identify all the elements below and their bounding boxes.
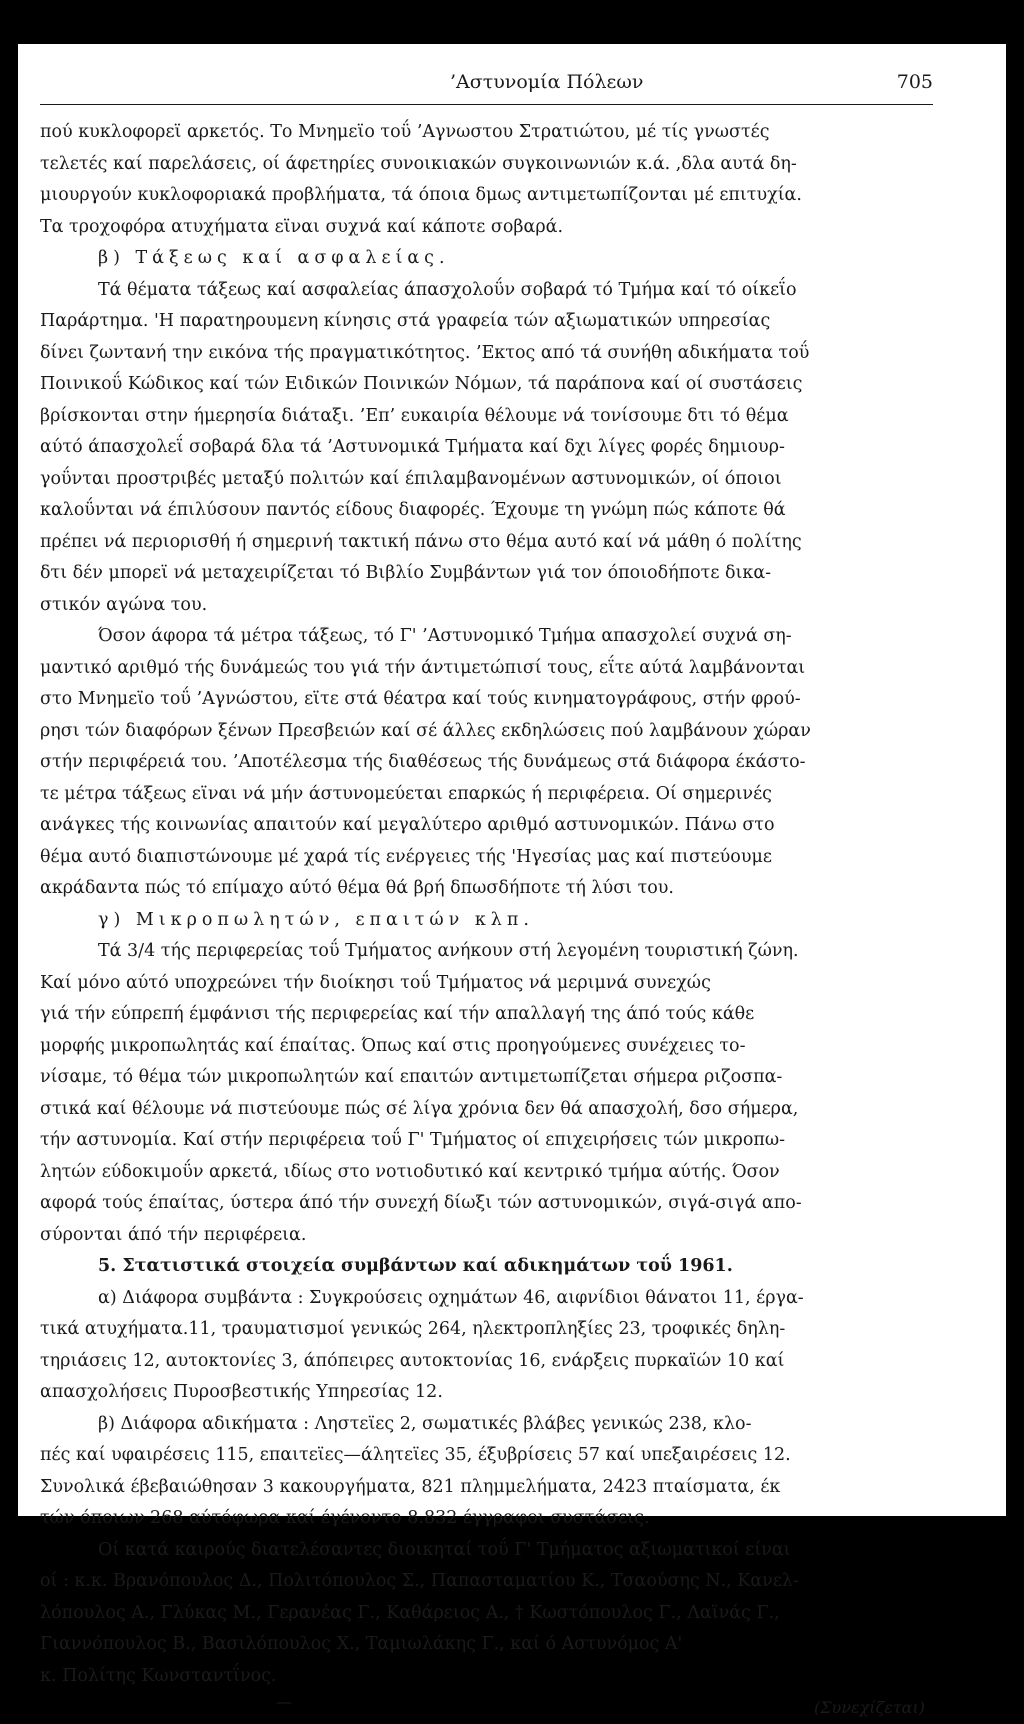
text-line: πές καί υφαιρέσεις 115, επαιτεϊες—άλητεϊες 35, έξυβρίσεις 57 καί υπεξαιρέσεις 12. — [40, 1445, 791, 1465]
text-line: γοΰνται προστριβές μεταξύ πολιτών καί έπιλαμβανομένων αστυνομικών, οί όποιοι — [40, 468, 782, 489]
section-heading-order-security: β) Τάξεως καί ασφαλείας. — [98, 248, 450, 268]
running-title: ’Αστυνομία Πόλεων — [450, 71, 644, 93]
footer-dash: — — [276, 1692, 292, 1711]
text-line: Παράρτημα. 'Η παρατηρουμενη κίνησις στά γραφεία τών αξιωματικών υπηρεσίας — [40, 311, 771, 331]
page-header — [40, 72, 933, 102]
text-line: τήν αστυνομία. Καί στήν περιφέρεια τοΰ Γ' Τμήματος οί επιχειρήσεις τών μικροπω- — [40, 1130, 786, 1150]
text-line: μαντικό αριθμό τής δυνάμεώς του γιά τήν άντιμετώπισί τους, εΐτε αύτά λαμβάνονται — [40, 657, 806, 678]
text-line: βρίσκονται στην ήμερησία διάταξι. ’Επ’ ευκαιρία θέλουμε νά τονίσουμε δτι τό θέμα — [40, 405, 789, 426]
section-heading-street-vendors: γ) Μικροπωλητών, επαιτών κλπ. — [98, 909, 534, 930]
header-rule — [40, 104, 933, 105]
text-line: απασχολήσεις Πυροσβεστικής Υπηρεσίας 12. — [40, 1382, 443, 1402]
text-line: Καί μόνο αύτό υποχρεώνει τήν διοίκησι τοΰ Τμήματος νά μεριμνά συνεχώς — [40, 972, 711, 993]
text-line: θέμα αυτό διαπιστώνουμε μέ χαρά τίς ενέργειες τής 'Ηγεσίας μας καί πιστεύουμε — [40, 846, 772, 867]
text-line: ακράδαντα πώς τό επίμαχο αύτό θέμα θά βρή δπωσδήποτε τή λύσι του. — [40, 878, 674, 898]
text-line: Τά θέματα τάξεως καί ασφαλείας άπασχολοΰν σοβαρά τό Τμήμα καί τό οίκεΐο — [98, 279, 797, 300]
page-footer — [40, 1692, 933, 1724]
text-line: τε μέτρα τάξεως εϊναι νά μήν άστυνομεύεται επαρκώς ή περιφέρεια. Οί σημερινές — [40, 783, 772, 804]
text-line: δίνει ζωντανή την εικόνα τής πραγματικότητος. ’Εκτος από τά συνήθη αδικήματα τοΰ — [40, 342, 810, 363]
page-number: 705 — [896, 71, 933, 93]
text-line: γιά τήν εύπρεπή έμφάνισι τής περιφερείας καί τήν απαλλαγή της άπό τούς κάθε — [40, 1004, 755, 1024]
text-line: αφορά τούς έπαίτας, ύστερα άπό τήν συνεχή δίωξι τών αστυνομικών, σιγά-σιγά απο- — [40, 1193, 802, 1213]
body-text — [40, 117, 933, 1692]
text-line: αύτό άπασχολεΐ σοβαρά δλα τά ’Αστυνομικά Τμήματα καί δχι λίγες φορές δημιουρ- — [40, 437, 785, 457]
text-line: μιουργούν κυκλοφοριακά προβλήματα, τά όποια δμως αντιμετωπίζονται μέ επιτυχία. — [40, 185, 802, 205]
text-line: στικά καί θέλουμε νά πιστεύουμε πώς σέ λίγα χρόνια δεν θά απασχολή, δσο σήμερα, — [40, 1098, 799, 1119]
text-line: β) Διάφορα αδικήματα : Ληστεϊες 2, σωματικές βλάβες γενικώς 238, κλο- — [98, 1413, 752, 1434]
text-line: λόπουλος Α., Γλύκας Μ., Γερανέας Γ., Καθάρειος Α., † Κωστόπουλος Γ., Λαϊνάς Γ., — [40, 1602, 780, 1623]
text-line: ανάγκες τής κοινωνίας απαιτούν καί μεγαλύτερο αριθμό αστυνομικών. Πάνω στο — [40, 815, 775, 835]
text-line: τικά ατυχήματα.11, τραυματισμοί γενικώς 264, ηλεκτροπληξίες 23, τροφικές δηλη- — [40, 1319, 786, 1339]
text-line: στο Μνημεϊο τοΰ ’Αγνώστου, εϊτε στά θέατρα καί τούς κινηματογράφους, στήν φρού- — [40, 689, 801, 709]
text-line: νίσαμε, τό θέμα τών μικροπωλητών καί επαιτών αντιμετωπίζεται σήμερα ριζοσπα- — [40, 1067, 783, 1087]
text-line: δτι δέν μπορεϊ νά μεταχειρίζεται τό Βιβλίο Συμβάντων γιά τον όποιοδήποτε δικα- — [40, 563, 772, 583]
text-line: πού κυκλοφορεϊ αρκετός. Το Μνημεϊο τοΰ ’Αγνωστου Στρατιώτου, μέ τίς γνωστές — [40, 122, 770, 142]
text-line: Τά 3/4 τής περιφερείας τοΰ Τμήματος ανήκουν στή λεγομένη τουριστική ζώνη. — [98, 941, 799, 961]
text-line: Οί κατά καιρούς διατελέσαντες διοικηταί τοΰ Γ' Τμήματος αξιωματικοί είναι — [98, 1539, 791, 1560]
text-line: ρησι τών διαφόρων ξένων Πρεσβειών καί σέ άλλες εκδηλώσεις πού λαμβάνουν χώραν — [40, 720, 811, 741]
text-line: α) Διάφορα συμβάντα : Συγκρούσεις οχημάτων 46, αιφνίδιοι θάνατοι 11, έργα- — [98, 1287, 804, 1308]
text-line: Τα τροχοφόρα ατυχήματα εϊναι συχνά καί κάποτε σοβαρά. — [40, 216, 564, 237]
continued-note: (Συνεχίζεται) — [814, 1698, 925, 1717]
text-line: Συνολικά έβεβαιώθησαν 3 κακουργήματα, 821 πλημμελήματα, 2423 πταίσματα, έκ — [40, 1476, 781, 1497]
text-line: τών όποιων 268 αύτόφωρα καί έγένοντο 8.832 έγγραφοι συστάσεις. — [40, 1508, 650, 1528]
text-line: Όσον άφορα τά μέτρα τάξεως, τό Γ' ’Αστυνομικό Τμήμα απασχολεί συχνά ση- — [98, 626, 792, 646]
text-line: οί : κ.κ. Βρανόπουλος Δ., Πολιτόπουλος Σ., Παπασταματίου Κ., Τσαούσης Ν., Κανελ- — [40, 1571, 799, 1591]
text-line: στικόν αγώνα του. — [40, 594, 208, 615]
text-line: κ. Πολίτης Κωνσταντΐνος. — [40, 1665, 277, 1686]
document-page — [18, 44, 1006, 1717]
text-line: καλοΰνται νά έπιλύσουν παντός είδους διαφορές. Έχουμε τη γνώμη πώς κάποτε θά — [40, 500, 786, 520]
text-line: λητών εύδοκιμοΰν αρκετά, ιδίως στο νοτιοδυτικό καί κεντρικό τμήμα αύτής. Όσον — [40, 1161, 780, 1182]
text-line: πρέπει νά περιορισθή ή σημερινή τακτική πάνω στο θέμα αυτό καί νά μάθη ό πολίτης — [40, 531, 802, 552]
section-heading-statistics-1961: 5. Στατιστικά στοιχεία συμβάντων καί αδικημάτων τοΰ 1961. — [98, 1256, 733, 1276]
text-line: Γιαννόπουλος Β., Βασιλόπουλος Χ., Ταμιωλάκης Γ., καί ό Αστυνόμος Α' — [40, 1634, 683, 1654]
text-line: στήν περιφέρειά του. ’Αποτέλεσμα τής διαθέσεως τής δυνάμεως στά διάφορα έκάστο- — [40, 752, 806, 772]
text-line: Ποινικοΰ Κώδικος καί τών Ειδικών Ποινικών Νόμων, τά παράπονα καί οί συστάσεις — [40, 374, 803, 394]
page-content — [40, 72, 933, 1724]
text-line: μορφής μικροπωλητάς καί έπαίτας. Όπως καί στις προηγούμενες συνέχειες το- — [40, 1035, 746, 1056]
text-line: σύρονται άπό τήν περιφέρεια. — [40, 1224, 307, 1245]
text-line: τελετές καί παρελάσεις, οί άφετηρίες συνοικιακών συγκοινωνιών κ.ά. ,δλα αυτά δη- — [40, 153, 797, 174]
text-line: τηριάσεις 12, αυτοκτονίες 3, άπόπειρες αυτοκτονίας 16, ενάρξεις πυρκαϊών 10 καί — [40, 1350, 785, 1371]
